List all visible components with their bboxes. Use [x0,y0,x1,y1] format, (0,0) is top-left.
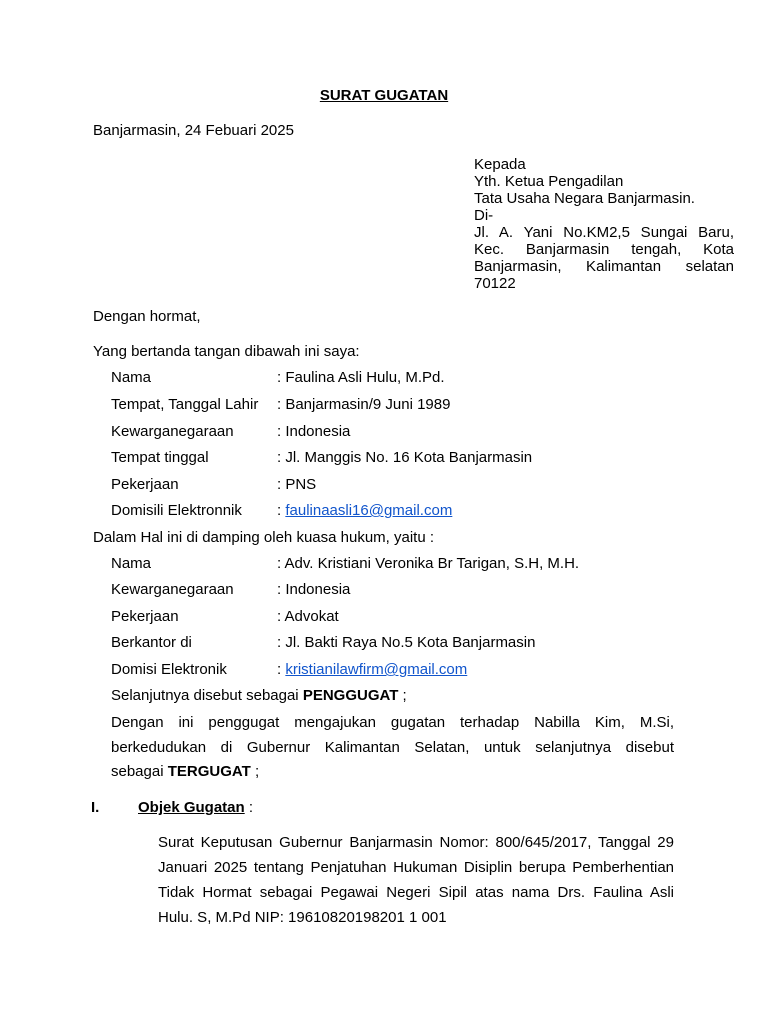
objek-line: Surat Keputusan Gubernur Banjarmasin Nomor: 800/645/2017, Tanggal 29 [158,834,674,851]
tergugat-line: Dengan ini penggugat mengajukan gugatan terhadap Nabilla Kim, M.Si, [111,714,674,731]
penggugat-term: PENGGUGAT [302,687,399,704]
field-prefix: : [277,661,286,678]
tergugat-post: ; [250,763,260,780]
field-prefix: : [277,502,286,519]
field-label: Nama [111,369,152,386]
counsel-intro: Dalam Hal ini di damping oleh kuasa hukum, yaitu : [93,529,435,546]
address-line: Yth. Ketua Pengadilan [474,173,624,190]
field-value: : Indonesia [277,423,351,440]
recipient-address [474,156,734,292]
field-value [277,502,452,519]
date-line: Banjarmasin, 24 Febuari 2025 [93,122,294,139]
plaintiff-row-kewarganegaraan [111,423,350,440]
field-label: Pekerjaan [111,608,179,625]
section-title: Objek Gugatan [138,799,245,816]
address-line: Jl. A. Yani No.KM2,5 Sungai Baru, [474,224,734,241]
section-number: I. [91,799,100,816]
plaintiff-row-nama [111,369,445,386]
field-value: : Indonesia [277,581,351,598]
field-label: Kewarganegaraan [111,423,234,440]
section-colon: : [244,799,254,816]
counsel-email-link[interactable]: kristianilawfirm@gmail.com [285,661,468,678]
plaintiff-row-email [111,502,452,519]
penggugat-post: ; [398,687,407,704]
counsel-row-pekerjaan [111,608,339,625]
address-line: 70122 [474,275,516,292]
objek-line: Tidak Hormat sebagai Pegawai Negeri Sipil atas nama Drs. Faulina Asli [158,884,674,901]
document-title: SURAT GUGATAN [319,87,449,104]
counsel-row-berkantor [111,634,535,651]
field-label: Kewarganegaraan [111,581,234,598]
field-value: : Jl. Manggis No. 16 Kota Banjarmasin [277,449,533,466]
field-label: Nama [111,555,152,572]
field-value: : PNS [277,476,317,493]
objek-line: Januari 2025 tentang Penjatuhan Hukuman Disiplin berupa Pemberhentian [158,859,674,876]
address-line: Tata Usaha Negara Banjarmasin. [474,190,695,207]
address-line: Kec. Banjarmasin tengah, Kota [474,241,734,258]
field-label: Pekerjaan [111,476,179,493]
field-label: Domisi Elektronik [111,661,227,678]
plaintiff-email-link[interactable]: faulinaasli16@gmail.com [285,502,453,519]
greeting: Dengan hormat, [93,308,201,325]
intro-line: Yang bertanda tangan dibawah ini saya: [93,343,360,360]
counsel-row-email [111,661,467,678]
objek-paragraph [158,830,674,930]
address-line: Banjarmasin, Kalimantan selatan [474,258,734,275]
field-value: : Faulina Asli Hulu, M.Pd. [277,369,445,386]
tergugat-line [111,760,674,785]
address-line: Di- [474,207,494,224]
plaintiff-row-ttl [111,396,450,413]
penggugat-pre: Selanjutnya disebut sebagai [111,687,303,704]
field-label: Berkantor di [111,634,192,651]
field-label: Tempat tinggal [111,449,209,466]
tergugat-line: berkedudukan di Gubernur Kalimantan Selatan, untuk selanjutnya disebut [111,738,674,756]
field-value: : Advokat [277,608,339,625]
field-label: Domisili Elektronnik [111,502,242,519]
field-value: : Jl. Bakti Raya No.5 Kota Banjarmasin [277,634,536,651]
field-value [277,661,467,678]
counsel-row-nama [111,555,579,572]
tergugat-pre: sebagai [111,763,168,780]
section-heading [138,799,253,816]
plaintiff-row-tempat-tinggal [111,449,532,466]
address-line: Kepada [474,156,526,173]
field-value: : Banjarmasin/9 Juni 1989 [277,396,451,413]
tergugat-term: TERGUGAT [167,763,251,780]
objek-line: Hulu. S, M.Pd NIP: 19610820198201 1 001 [158,909,447,926]
tergugat-paragraph [111,711,674,785]
penggugat-line [111,687,407,704]
field-value: : Adv. Kristiani Veronika Br Tarigan, S.H, M.H. [277,555,580,572]
field-label: Tempat, Tanggal Lahir [111,396,259,413]
plaintiff-row-pekerjaan [111,476,316,493]
counsel-row-kewarganegaraan [111,581,350,598]
